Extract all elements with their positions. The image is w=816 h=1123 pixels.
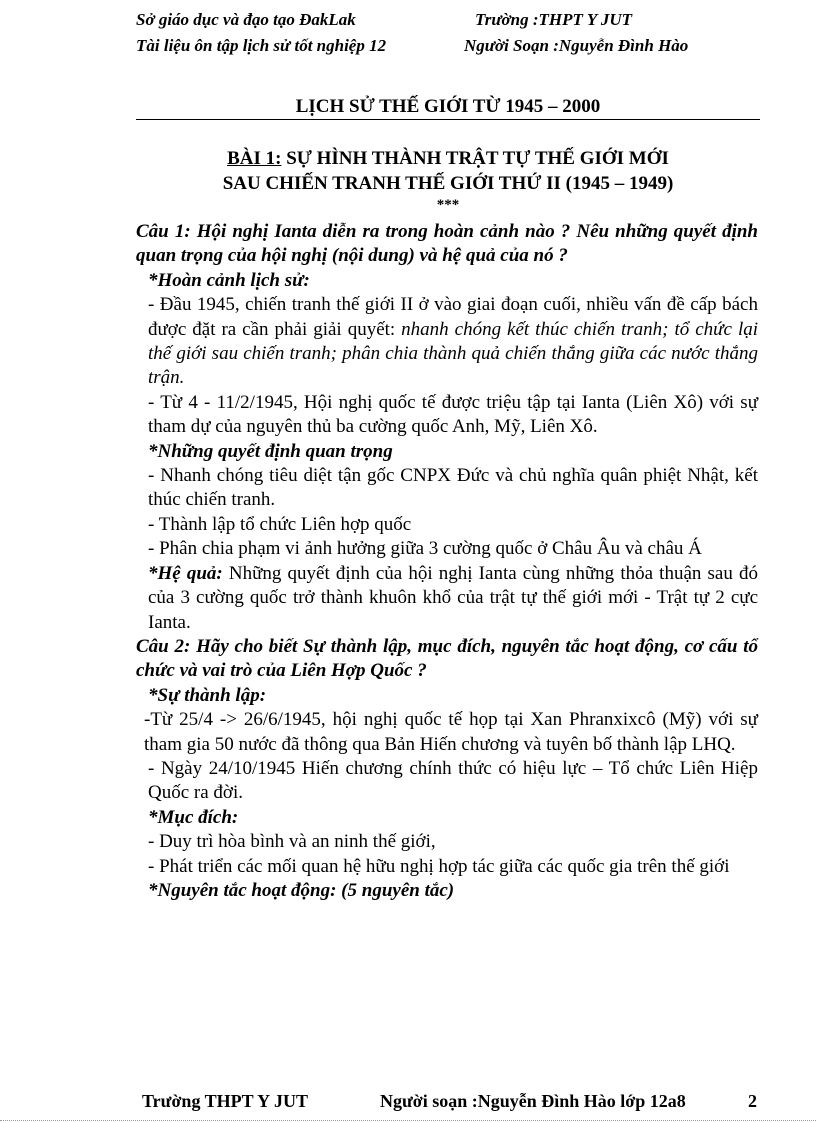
lesson-heading-line-2: SAU CHIẾN TRANH THẾ GIỚI THỨ II (1945 – 1949)	[222, 173, 674, 194]
header-author: Người Soạn :Nguyễn Đình Hào	[464, 36, 689, 55]
main-content	[136, 220, 758, 903]
page-number: 2	[748, 1091, 757, 1111]
footer-author: Người soạn :Nguyễn Đình Hào lớp 12a8	[380, 1091, 686, 1111]
page-bottom-divider	[0, 1120, 816, 1121]
q1-context-paragraph-1	[136, 293, 758, 391]
q1-context-plain: - Đầu 1945, chiến tranh thế giới II ở vào giai đoạn cuối, nhiều vấn đề cấp bách được đặt ra cần phải giải quyết:	[148, 294, 758, 340]
lesson-title-1: SỰ HÌNH THÀNH TRẬT TỰ THẾ GIỚI MỚI	[286, 148, 669, 169]
q1-decision-2: - Thành lập tổ chức Liên hợp quốc	[148, 513, 412, 535]
q1-decisions-heading: *Những quyết định quan trọng	[148, 440, 393, 462]
question-2: Câu 2: Hãy cho biết Sự thành lập, mục đích, nguyên tắc hoạt động, cơ cấu tổ chức và vai trò của Liên Hợp Quốc ?	[136, 635, 758, 682]
header-doc-title: Tài liệu ôn tập lịch sử tốt nghiệp 12	[136, 36, 387, 55]
q2-founding-heading: *Sự thành lập:	[148, 684, 267, 706]
q1-decision-1: - Nhanh chóng tiêu diệt tận gốc CNPX Đức và chủ nghĩa quân phiệt Nhật, kết thúc chiến tranh.	[148, 465, 758, 511]
header-line-1	[136, 10, 633, 30]
lesson-stars: ***	[436, 197, 460, 213]
q2-purpose-1: - Duy trì hòa bình và an ninh thế giới,	[148, 831, 436, 853]
q2-purpose-2: - Phát triển các mối quan hệ hữu nghị hợp tác giữa các quốc gia trên thế giới	[148, 855, 730, 877]
q1-context-heading: *Hoàn cảnh lịch sử:	[148, 269, 310, 291]
header-department: Sở giáo dục và đạo tạo ĐakLak	[136, 10, 356, 29]
q2-founding-paragraph-2: - Ngày 24/10/1945 Hiến chương chính thức có hiệu lực – Tổ chức Liên Hiệp Quốc ra đời.	[148, 757, 758, 804]
q1-context-italic: nhanh chóng kết thúc chiến tranh; tổ chức lại thế giới sau chiến tranh; phân chia thành quả chiến thắng giữa các nước thắng trận.	[148, 318, 758, 389]
q1-result-label: *Hệ quả:	[148, 562, 223, 584]
header-line-2	[136, 36, 689, 56]
q2-purpose-heading: *Mục đích:	[148, 806, 239, 828]
lesson-label: BÀI 1:	[227, 148, 282, 169]
q1-result-text: Những quyết định của hội nghị Ianta cùng những thỏa thuận sau đó của 3 cường quốc trở thành khuôn khổ của trật tự thế giới mới - Trật tự 2 cực Ianta.	[148, 562, 758, 633]
q1-decision-3: - Phân chia phạm vi ảnh hưởng giữa 3 cường quốc ở Châu Âu và châu Á	[148, 538, 702, 560]
q2-founding-paragraph-1: -Từ 25/4 -> 26/6/1945, hội nghị quốc tế họp tại Xan Phranxixcô (Mỹ) với sự tham gia 50 nước đã thông qua Bản Hiến chương và tuyên bố thành lập LHQ.	[144, 709, 758, 755]
footer-school: Trường THPT Y JUT	[142, 1091, 308, 1111]
q1-result	[136, 562, 758, 635]
question-1: Câu 1: Hội nghị Ianta diễn ra trong hoàn cảnh nào ? Nêu những quyết định quan trọng của hội nghị (nội dung) và hệ quả của nó ?	[136, 221, 758, 267]
title-divider	[136, 119, 760, 120]
q1-context-paragraph-2: - Từ 4 - 11/2/1945, Hội nghị quốc tế được triệu tập tại Ianta (Liên Xô) với sự tham dự của nguyên thủ ba cường quốc Anh, Mỹ, Liên Xô.	[148, 391, 758, 438]
page-title: LỊCH SỬ THẾ GIỚI TỪ 1945 – 2000	[295, 96, 601, 117]
header-school: Trường :THPT Y JUT	[475, 10, 633, 29]
q2-principles-heading: *Nguyên tắc hoạt động: (5 nguyên tắc)	[148, 879, 455, 901]
lesson-heading-line-1	[136, 148, 760, 170]
